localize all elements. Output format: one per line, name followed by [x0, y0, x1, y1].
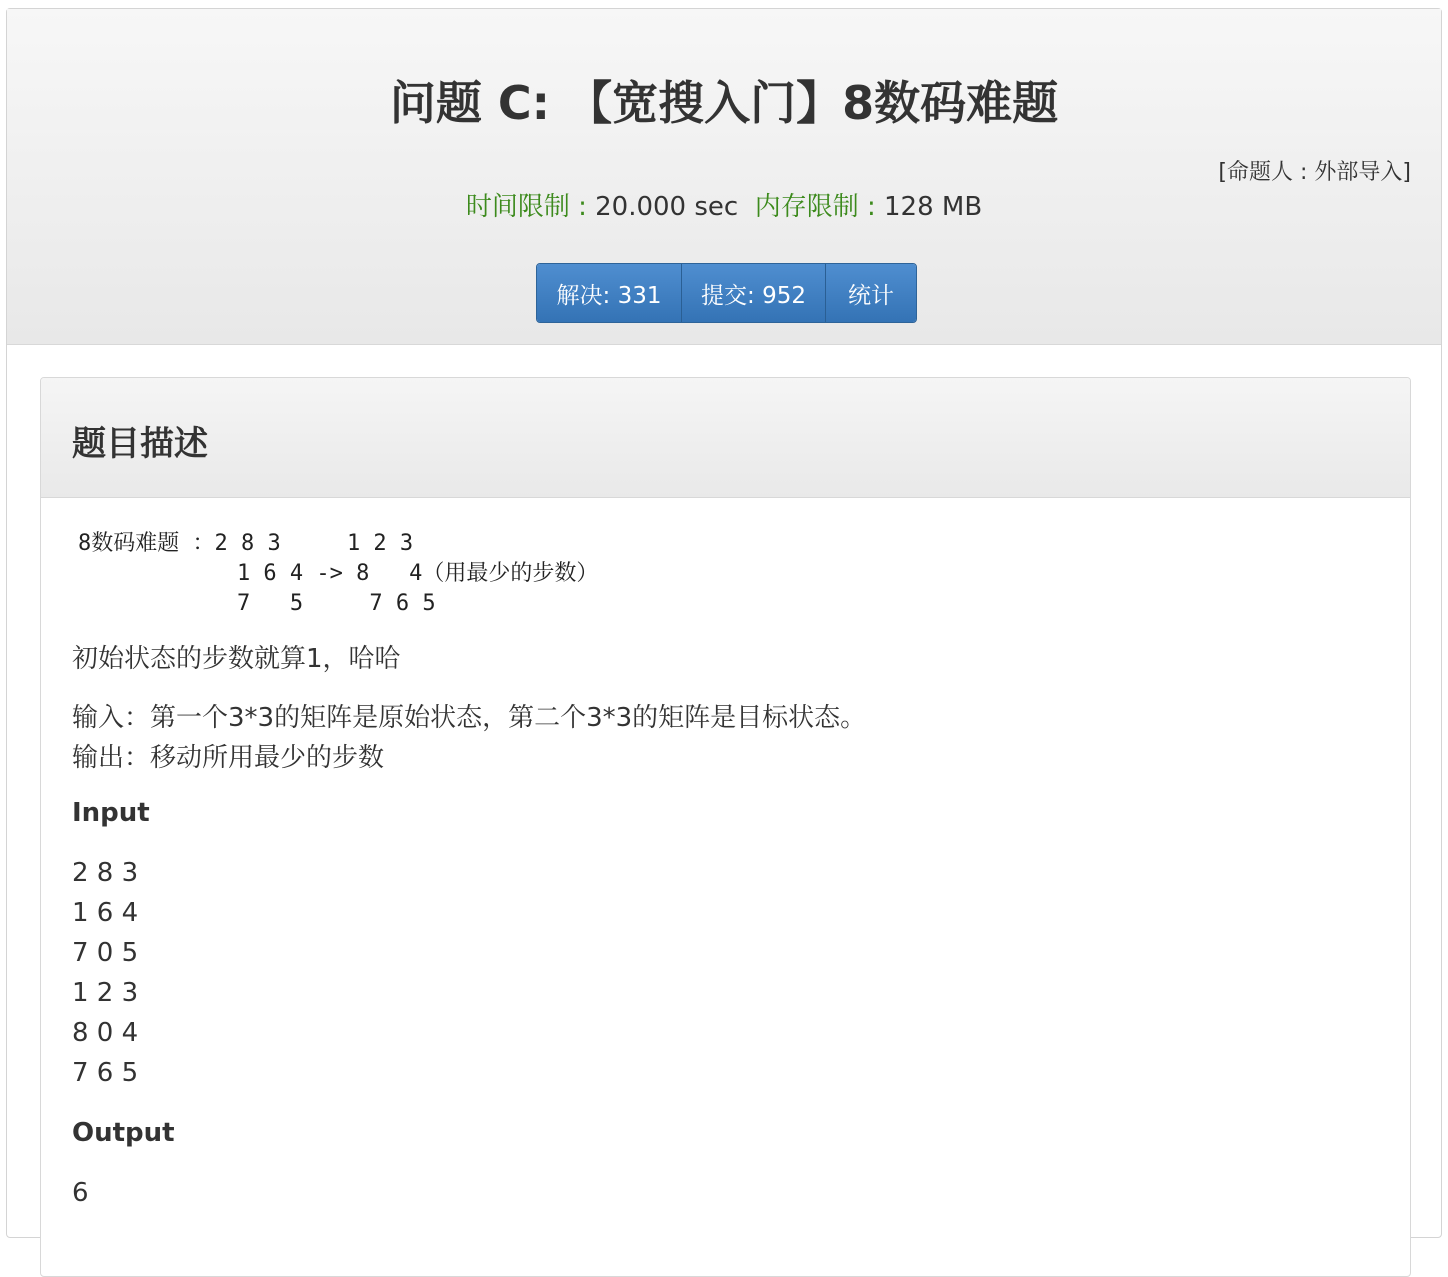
stats-button[interactable]: 统计 [826, 264, 916, 322]
problem-button-group [536, 263, 917, 323]
problem-setter: [命题人 : 外部导入] [1218, 160, 1411, 185]
solved-button[interactable]: 解决: 331 [537, 264, 682, 322]
description-line: 初始状态的步数就算1，哈哈 [72, 644, 401, 674]
input-line: 2 8 3 [72, 858, 139, 888]
description-panel [40, 377, 1411, 1277]
input-line: 1 6 4 [72, 898, 139, 928]
limits-bar [7, 186, 1441, 223]
problem-header [7, 9, 1441, 345]
memory-limit-value: 128 MB [884, 192, 983, 222]
input-line: 7 0 5 [72, 938, 139, 968]
input-line: 1 2 3 [72, 978, 139, 1008]
time-limit-label: 时间限制 : [465, 192, 596, 222]
description-line: 输出：移动所用最少的步数 [72, 743, 385, 773]
description-line: 输入：第一个3*3的矩阵是原始状态，第二个3*3的矩阵是目标状态。 [72, 703, 867, 733]
problem-title: 问题 C: 【宽搜入门】8数码难题 [389, 76, 1059, 130]
panel-title: 题目描述 [72, 424, 208, 464]
input-heading: Input [72, 798, 150, 828]
figure-row: 1 6 4 -> 8 4（用最少的步数） [78, 561, 599, 586]
memory-limit-label: 内存限制 : [754, 192, 885, 222]
figure-row: 8数码难题 ：2 8 3 1 2 3 [78, 531, 414, 556]
input-line: 7 6 5 [72, 1058, 139, 1088]
puzzle-figure-image [72, 529, 642, 624]
figure-row: 7 5 7 6 5 [78, 591, 436, 616]
input-line: 8 0 4 [72, 1018, 139, 1048]
problem-container [6, 8, 1442, 1238]
panel-header [41, 378, 1410, 498]
panel-body [72, 497, 1410, 1276]
output-line: 6 [72, 1178, 89, 1208]
time-limit-value: 20.000 sec [595, 192, 739, 222]
submit-button[interactable]: 提交: 952 [682, 264, 826, 322]
output-heading: Output [72, 1118, 175, 1148]
